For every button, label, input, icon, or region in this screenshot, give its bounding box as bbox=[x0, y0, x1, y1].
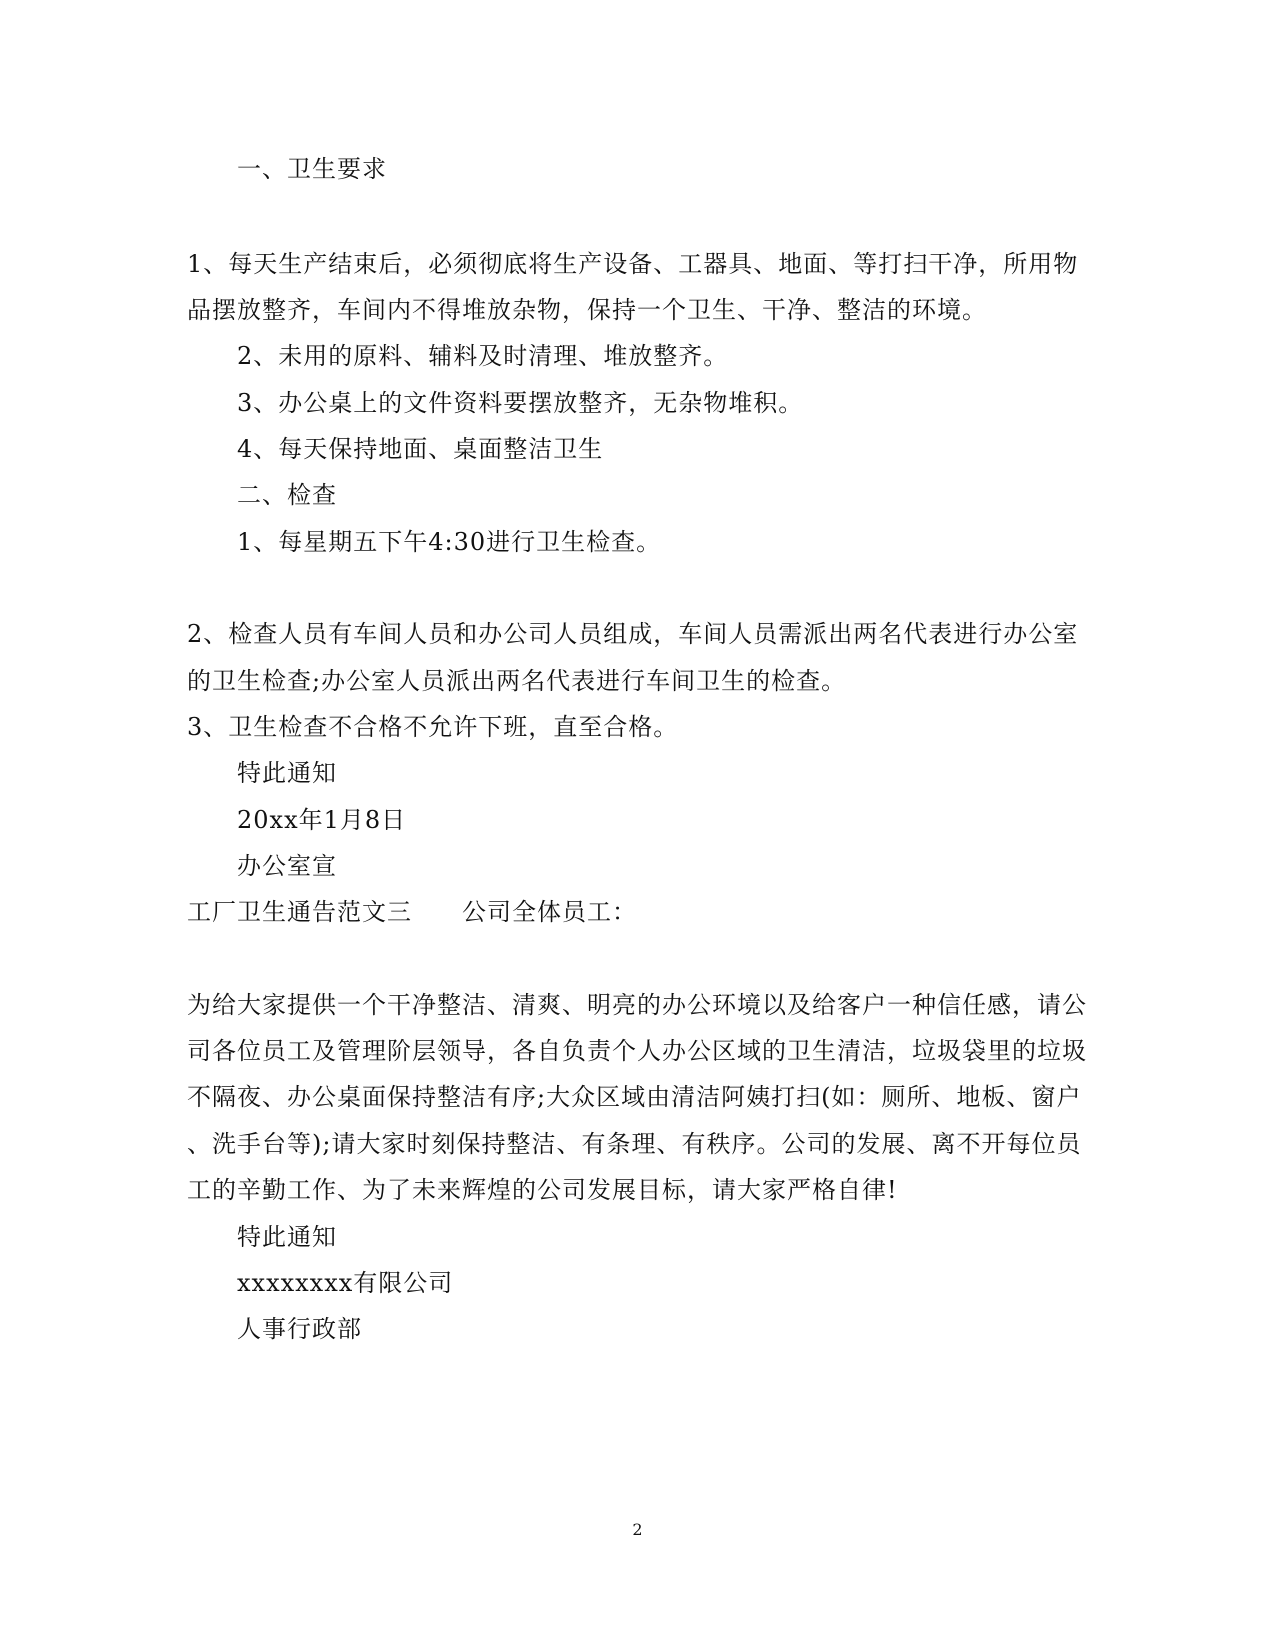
list-item: 4、每天保持地面、桌面整洁卫生 bbox=[237, 435, 604, 463]
paragraph-line: 的卫生检查;办公室人员派出两名代表进行车间卫生的检查。 bbox=[187, 667, 847, 695]
paragraph-line: 不隔夜、办公桌面保持整洁有序;大众区域由清洁阿姨打扫(如：厕所、地板、窗户 bbox=[187, 1083, 1082, 1111]
closing-issuer: 办公室宣 bbox=[237, 852, 337, 880]
section-heading-hygiene-requirements: 一、卫生要求 bbox=[237, 155, 387, 183]
paragraph-line: 、洗手台等);请大家时刻保持整洁、有条理、有秩序。公司的发展、离不开每位员 bbox=[187, 1130, 1082, 1158]
paragraph-line: 1、每天生产结束后，必须彻底将生产设备、工器具、地面、等打扫干净，所用物 bbox=[187, 250, 1079, 278]
paragraph-line: 2、检查人员有车间人员和办公司人员组成，车间人员需派出两名代表进行办公室 bbox=[187, 620, 1079, 648]
closing-department: 人事行政部 bbox=[237, 1315, 362, 1343]
notice3-title: 工厂卫生通告范文三 bbox=[187, 898, 412, 926]
paragraph-line: 工的辛勤工作、为了未来辉煌的公司发展目标，请大家严格自律! bbox=[187, 1176, 898, 1204]
section-heading-inspection: 二、检查 bbox=[237, 481, 337, 509]
notice3-header bbox=[187, 897, 637, 927]
paragraph-line: 为给大家提供一个干净整洁、清爽、明亮的办公环境以及给客户一种信任感，请公 bbox=[187, 991, 1087, 1019]
closing-notice: 特此通知 bbox=[237, 1223, 337, 1251]
closing-notice: 特此通知 bbox=[237, 759, 337, 787]
list-item: 3、卫生检查不合格不允许下班，直至合格。 bbox=[187, 713, 679, 741]
list-item: 3、办公桌上的文件资料要摆放整齐，无杂物堆积。 bbox=[237, 389, 804, 417]
notice3-salutation: 公司全体员工： bbox=[462, 898, 637, 926]
closing-company: xxxxxxxx有限公司 bbox=[237, 1269, 454, 1297]
page-number: 2 bbox=[632, 1520, 643, 1539]
paragraph-line: 品摆放整齐，车间内不得堆放杂物，保持一个卫生、干净、整洁的环境。 bbox=[187, 296, 987, 324]
paragraph-line: 司各位员工及管理阶层领导，各自负责个人办公区域的卫生清洁，垃圾袋里的垃圾 bbox=[187, 1037, 1087, 1065]
closing-date: 20xx年1月8日 bbox=[237, 806, 407, 834]
list-item: 1、每星期五下午4:30进行卫生检查。 bbox=[237, 528, 662, 556]
list-item: 2、未用的原料、辅料及时清理、堆放整齐。 bbox=[237, 342, 729, 370]
